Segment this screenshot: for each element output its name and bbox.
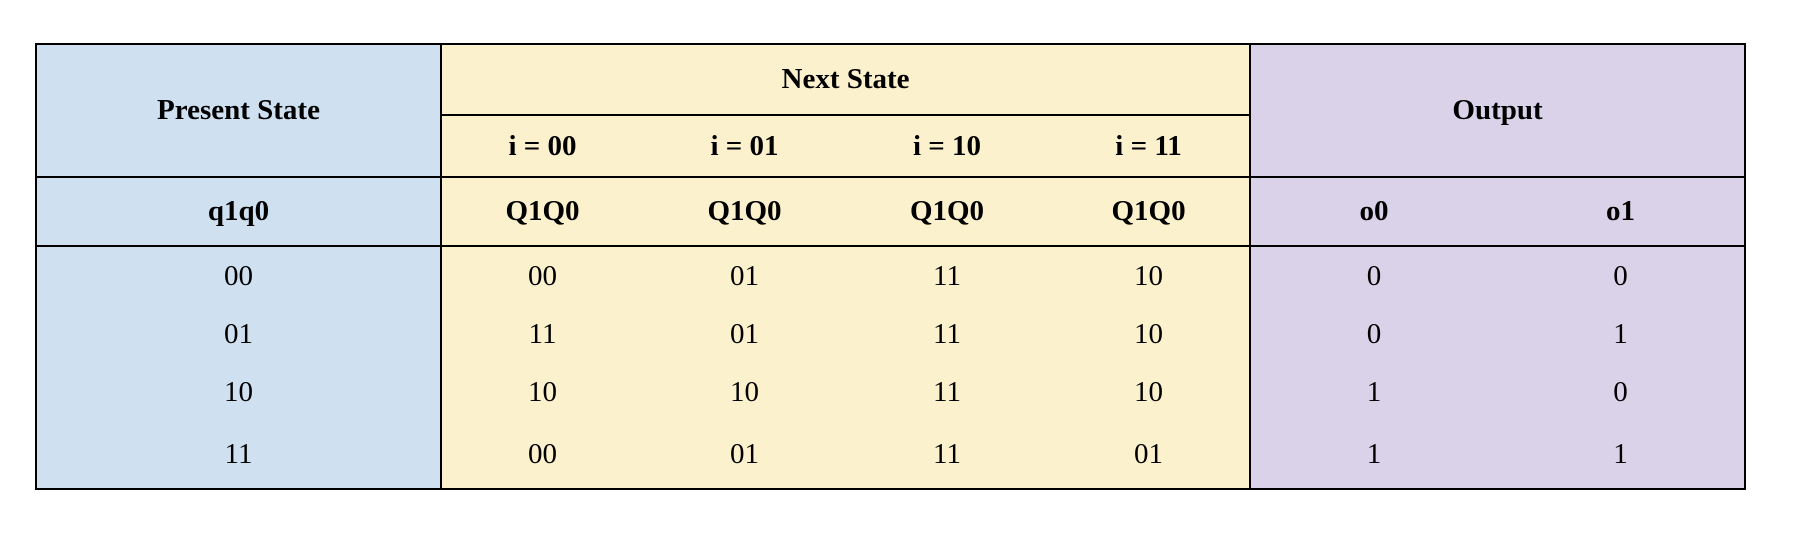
next-cell: 00 bbox=[441, 421, 643, 489]
present-state-header: Present State bbox=[36, 44, 441, 177]
next-cell: 10 bbox=[1048, 363, 1250, 421]
output-cell: 1 bbox=[1497, 306, 1745, 363]
next-cell: 00 bbox=[441, 246, 643, 306]
next-subheader: Q1Q0 bbox=[1048, 177, 1250, 246]
output-cell: 1 bbox=[1497, 421, 1745, 489]
table-row bbox=[36, 421, 1745, 489]
next-cell: 11 bbox=[846, 363, 1048, 421]
output-header: Output bbox=[1250, 44, 1745, 177]
next-cell: 11 bbox=[441, 306, 643, 363]
next-subheader: Q1Q0 bbox=[846, 177, 1048, 246]
input-header-00: i = 00 bbox=[441, 115, 643, 177]
present-cell: 00 bbox=[36, 246, 441, 306]
present-cell: 01 bbox=[36, 306, 441, 363]
next-cell: 11 bbox=[846, 246, 1048, 306]
next-state-header: Next State bbox=[441, 44, 1250, 115]
output-subheader-o0: o0 bbox=[1250, 177, 1497, 246]
present-cell: 10 bbox=[36, 363, 441, 421]
output-cell: 0 bbox=[1250, 306, 1497, 363]
next-cell: 01 bbox=[643, 306, 846, 363]
next-cell: 01 bbox=[643, 246, 846, 306]
output-cell: 1 bbox=[1250, 363, 1497, 421]
output-cell: 0 bbox=[1250, 246, 1497, 306]
input-header-01: i = 01 bbox=[643, 115, 846, 177]
next-cell: 01 bbox=[643, 421, 846, 489]
next-cell: 10 bbox=[1048, 306, 1250, 363]
next-cell: 01 bbox=[1048, 421, 1250, 489]
present-cell: 11 bbox=[36, 421, 441, 489]
output-cell: 0 bbox=[1497, 246, 1745, 306]
output-subheader-o1: o1 bbox=[1497, 177, 1745, 246]
input-header-10: i = 10 bbox=[846, 115, 1048, 177]
state-transition-table bbox=[35, 43, 1746, 490]
output-cell: 0 bbox=[1497, 363, 1745, 421]
next-cell: 10 bbox=[441, 363, 643, 421]
table-row bbox=[36, 306, 1745, 363]
input-header-11: i = 11 bbox=[1048, 115, 1250, 177]
next-cell: 10 bbox=[1048, 246, 1250, 306]
table-row bbox=[36, 246, 1745, 306]
next-subheader: Q1Q0 bbox=[643, 177, 846, 246]
present-subheader: q1q0 bbox=[36, 177, 441, 246]
output-cell: 1 bbox=[1250, 421, 1497, 489]
table-row bbox=[36, 363, 1745, 421]
next-cell: 10 bbox=[643, 363, 846, 421]
next-cell: 11 bbox=[846, 306, 1048, 363]
next-subheader: Q1Q0 bbox=[441, 177, 643, 246]
next-cell: 11 bbox=[846, 421, 1048, 489]
